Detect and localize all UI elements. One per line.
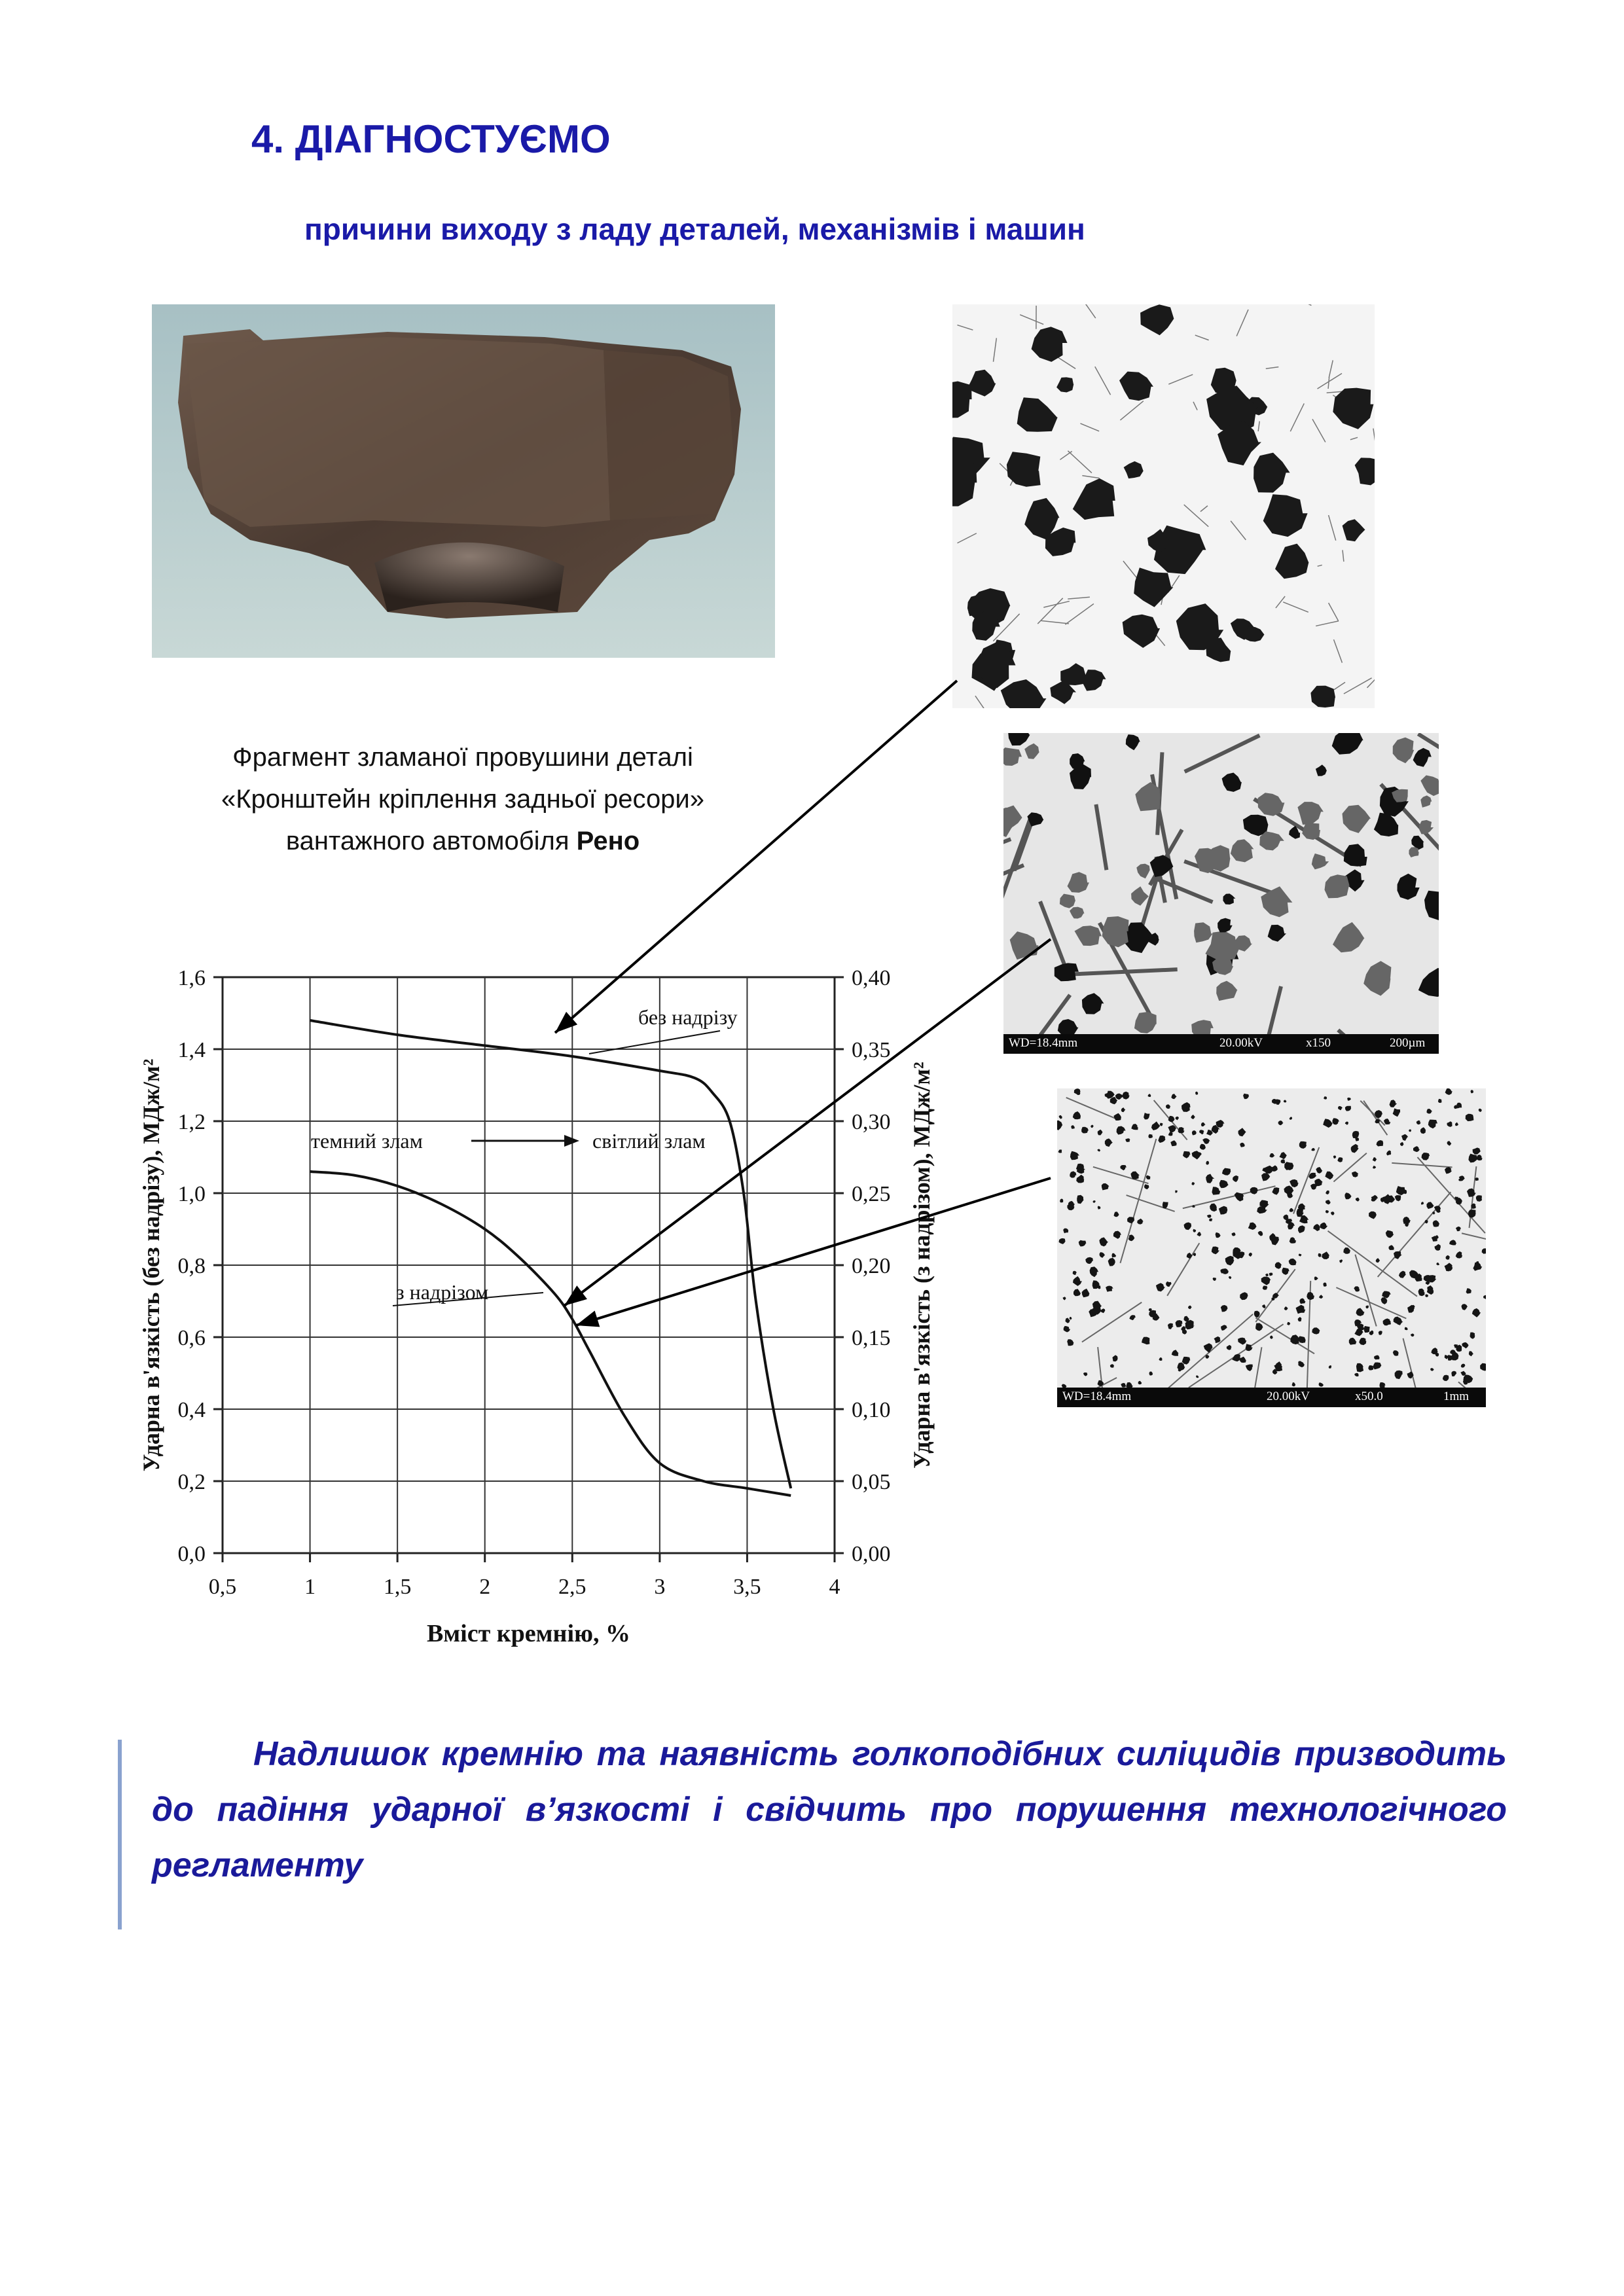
conclusion-text: Надлишок кремнію та наявність голкоподібних силіцидів призводить до падіння ударної в’язкості і свідчить про порушення технологічного регламенту xyxy=(152,1735,1507,1884)
x-tick-label: 3 xyxy=(654,1575,666,1599)
y-tick-label-left: 1,6 xyxy=(177,966,206,990)
annotation-with-notch: з надрізом xyxy=(396,1280,489,1304)
arrow-to-notch-curve-bottom-head xyxy=(576,1311,600,1327)
caption-brand: Рено xyxy=(576,827,640,855)
y-tick-label-right: 0,00 xyxy=(852,1542,891,1566)
x-tick-label: 2 xyxy=(479,1575,491,1599)
y-tick-label-right: 0,10 xyxy=(852,1398,891,1422)
y-tick-label-right: 0,05 xyxy=(852,1470,891,1494)
x-tick-label: 1 xyxy=(304,1575,316,1599)
arrow-to-notch-curve-middle-head xyxy=(564,1285,587,1306)
y-tick-label-left: 0,0 xyxy=(177,1542,206,1566)
page-title: 4. ДІАГНОСТУЄМО xyxy=(251,117,611,161)
label-leader xyxy=(589,1031,720,1054)
y-tick-label-left: 0,6 xyxy=(177,1326,206,1350)
y-tick-label-left: 0,8 xyxy=(177,1254,206,1278)
y-tick-label-right: 0,25 xyxy=(852,1182,891,1206)
sem-scale: 200µm xyxy=(1390,1036,1426,1050)
x-tick-label: 2,5 xyxy=(558,1575,586,1599)
chart-labels xyxy=(138,966,935,1647)
annotation-dark-fracture: темний злам xyxy=(311,1129,423,1153)
x-axis-title: Вміст кремнію, % xyxy=(426,1620,631,1647)
page-subtitle: причини виходу з ладу деталей, механізмів і машин xyxy=(304,212,1085,246)
y-tick-label-right: 0,20 xyxy=(852,1254,891,1278)
sem-kv: 20.00kV xyxy=(1267,1390,1310,1403)
arrow-to-notch-curve-middle-shaft xyxy=(564,939,1051,1306)
y-tick-label-left: 0,4 xyxy=(177,1398,206,1422)
sem-mag: x50.0 xyxy=(1355,1390,1383,1403)
series-line-with-notch xyxy=(310,1172,791,1496)
sem-scale: 1mm xyxy=(1443,1390,1470,1403)
arrow-to-no-notch-curve-shaft xyxy=(555,681,957,1033)
y-tick-label-left: 0,2 xyxy=(177,1470,206,1494)
x-tick-label: 0,5 xyxy=(208,1575,237,1599)
x-tick-label: 3,5 xyxy=(733,1575,761,1599)
chart-series xyxy=(310,1020,791,1496)
pointer-arrows xyxy=(555,681,1051,1327)
y-tick-label-left: 1,2 xyxy=(177,1110,206,1134)
caption-line-1: Фрагмент зламаної провушини деталі xyxy=(232,743,693,772)
y-tick-label-right: 0,15 xyxy=(852,1326,891,1350)
caption-line-2: «Кронштейн кріплення задньої ресори» xyxy=(221,785,705,814)
annotation-light-fracture: світлий злам xyxy=(592,1129,706,1153)
arrow-to-notch-curve-bottom-shaft xyxy=(576,1178,1051,1325)
y-tick-label-left: 1,4 xyxy=(177,1038,206,1062)
x-tick-label: 4 xyxy=(829,1575,840,1599)
y-tick-label-left: 1,0 xyxy=(177,1182,206,1206)
series-line-no-notch xyxy=(310,1020,791,1488)
y-axis-title-right: Ударна в'язкість (з надрізом), МДж/м² xyxy=(909,1062,935,1469)
annotation-no-notch: без надрізу xyxy=(638,1005,738,1029)
y-tick-label-right: 0,40 xyxy=(852,966,891,990)
sem-wd: WD=18.4mm xyxy=(1062,1390,1132,1403)
y-tick-label-right: 0,35 xyxy=(852,1038,891,1062)
y-axis-title-left: Ударна в'язкість (без надрізу), МДж/м² xyxy=(138,1058,164,1472)
chart-grid xyxy=(213,977,844,1562)
quote-bar xyxy=(118,1740,122,1929)
x-tick-label: 1,5 xyxy=(383,1575,412,1599)
sem-mag: x150 xyxy=(1306,1036,1331,1050)
caption-line-3-prefix: вантажного автомобіля xyxy=(285,827,577,855)
sem-kv: 20.00kV xyxy=(1219,1036,1263,1050)
sem-wd: WD=18.4mm xyxy=(1009,1036,1078,1050)
y-tick-label-right: 0,30 xyxy=(852,1110,891,1134)
